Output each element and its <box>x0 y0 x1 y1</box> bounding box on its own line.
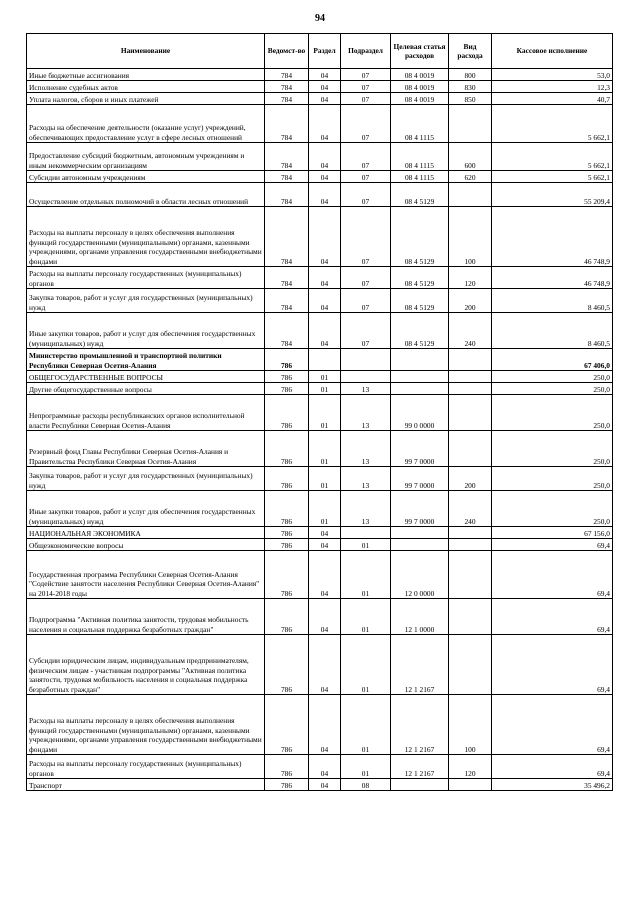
row-amount: 69,4 <box>492 635 613 695</box>
row-name: Исполнение судебных актов <box>27 81 265 93</box>
table-row <box>27 431 613 467</box>
row-dept: 784 <box>265 183 309 207</box>
row-type: 620 <box>449 171 492 183</box>
row-section: 04 <box>309 143 341 171</box>
row-name: Расходы на выплаты персоналу в целях обеспечения выполнения функций государственными (муниципальными) органами, казенными учреждениями, органами управления государственными внебюджетными фондами <box>27 695 265 755</box>
row-amount: 8 460,5 <box>492 313 613 349</box>
row-amount: 5 662,1 <box>492 143 613 171</box>
row-dept: 784 <box>265 289 309 313</box>
row-subsection: 13 <box>341 395 391 431</box>
row-name: ОБЩЕГОСУДАРСТВЕННЫЕ ВОПРОСЫ <box>27 371 265 383</box>
row-section: 01 <box>309 371 341 383</box>
header-type: Вид расхода <box>449 34 492 69</box>
row-dept: 786 <box>265 383 309 395</box>
table-row <box>27 491 613 527</box>
row-subsection: 07 <box>341 69 391 81</box>
row-target: 08 4 0019 <box>391 93 449 105</box>
row-type <box>449 105 492 143</box>
table-row <box>27 551 613 599</box>
row-type <box>449 551 492 599</box>
row-section: 04 <box>309 527 341 539</box>
table-row <box>27 635 613 695</box>
header-target: Целевая статья расходов <box>391 34 449 69</box>
row-type: 100 <box>449 207 492 267</box>
table-row <box>27 779 613 791</box>
row-amount: 69,4 <box>492 599 613 635</box>
row-subsection: 01 <box>341 635 391 695</box>
row-name: Резервный фонд Главы Республики Северная Осетия-Алания и Правительства Республики Северная Осетия-Алания <box>27 431 265 467</box>
row-dept: 784 <box>265 105 309 143</box>
row-subsection: 13 <box>341 383 391 395</box>
row-subsection: 07 <box>341 81 391 93</box>
row-target: 12 1 2167 <box>391 695 449 755</box>
row-name: Иные бюджетные ассигнования <box>27 69 265 81</box>
row-subsection: 07 <box>341 171 391 183</box>
row-section: 04 <box>309 599 341 635</box>
row-dept: 786 <box>265 599 309 635</box>
row-name: Иные закупки товаров, работ и услуг для обеспечения государственных (муниципальных) нужд <box>27 313 265 349</box>
row-target: 99 7 0000 <box>391 491 449 527</box>
row-subsection: 08 <box>341 779 391 791</box>
row-name: Закупка товаров, работ и услуг для государственных (муниципальных) нужд <box>27 289 265 313</box>
table-row <box>27 695 613 755</box>
row-section: 01 <box>309 383 341 395</box>
row-dept: 786 <box>265 635 309 695</box>
table-row <box>27 539 613 551</box>
header-dept: Ведомст-во <box>265 34 309 69</box>
row-section: 04 <box>309 313 341 349</box>
table-row <box>27 755 613 779</box>
row-section: 04 <box>309 69 341 81</box>
row-amount: 40,7 <box>492 93 613 105</box>
row-type <box>449 779 492 791</box>
row-dept: 784 <box>265 69 309 81</box>
row-type <box>449 539 492 551</box>
row-type <box>449 183 492 207</box>
row-section: 04 <box>309 105 341 143</box>
row-dept: 786 <box>265 431 309 467</box>
row-type <box>449 527 492 539</box>
row-type: 600 <box>449 143 492 171</box>
row-subsection: 01 <box>341 599 391 635</box>
row-amount: 46 748,9 <box>492 207 613 267</box>
row-type: 830 <box>449 81 492 93</box>
row-subsection: 07 <box>341 105 391 143</box>
row-dept: 786 <box>265 695 309 755</box>
row-section: 04 <box>309 81 341 93</box>
row-dept: 786 <box>265 491 309 527</box>
table-row <box>27 395 613 431</box>
header-section: Раздел <box>309 34 341 69</box>
table-row <box>27 81 613 93</box>
table-row <box>27 527 613 539</box>
row-name: НАЦИОНАЛЬНАЯ ЭКОНОМИКА <box>27 527 265 539</box>
table-row <box>27 267 613 289</box>
table-row <box>27 289 613 313</box>
row-subsection: 07 <box>341 289 391 313</box>
row-name: Расходы на выплаты персоналу государственных (муниципальных) органов <box>27 267 265 289</box>
row-section: 04 <box>309 755 341 779</box>
table-row <box>27 93 613 105</box>
table-row <box>27 105 613 143</box>
row-dept: 784 <box>265 93 309 105</box>
row-section: 04 <box>309 289 341 313</box>
row-dept: 784 <box>265 313 309 349</box>
row-name: Субсидии автономным учреждениям <box>27 171 265 183</box>
table-row <box>27 207 613 267</box>
row-amount: 250,0 <box>492 383 613 395</box>
row-subsection: 13 <box>341 431 391 467</box>
row-amount: 69,4 <box>492 539 613 551</box>
row-name: Закупка товаров, работ и услуг для государственных (муниципальных) нужд <box>27 467 265 491</box>
row-amount: 250,0 <box>492 431 613 467</box>
row-target: 12 1 2167 <box>391 755 449 779</box>
row-subsection: 01 <box>341 755 391 779</box>
table-row <box>27 171 613 183</box>
table-body <box>27 69 613 791</box>
row-section: 04 <box>309 183 341 207</box>
row-name: Субсидии юридическим лицам, индивидуальным предпринимателям, физическим лицам - участникам подпрограммы "Активная политика занятости, трудовая мобильность населения и социальная поддержка безработных граждан" <box>27 635 265 695</box>
row-type <box>449 395 492 431</box>
row-section: 01 <box>309 431 341 467</box>
table-row <box>27 349 613 371</box>
row-type: 100 <box>449 695 492 755</box>
row-target: 12 1 0000 <box>391 599 449 635</box>
row-name: Подпрограмма "Активная политика занятости, трудовая мобильность населения и социальная поддержка безработных граждан" <box>27 599 265 635</box>
row-dept: 784 <box>265 207 309 267</box>
row-dept: 786 <box>265 395 309 431</box>
row-target: 99 7 0000 <box>391 467 449 491</box>
row-type: 850 <box>449 93 492 105</box>
table-row <box>27 383 613 395</box>
row-target: 99 7 0000 <box>391 431 449 467</box>
row-target: 08 4 5129 <box>391 183 449 207</box>
row-type <box>449 599 492 635</box>
row-section: 04 <box>309 635 341 695</box>
row-target <box>391 539 449 551</box>
row-type: 240 <box>449 491 492 527</box>
row-dept: 784 <box>265 171 309 183</box>
row-target: 08 4 1115 <box>391 171 449 183</box>
row-section: 01 <box>309 467 341 491</box>
row-name: Расходы на выплаты персоналу государственных (муниципальных) органов <box>27 755 265 779</box>
row-amount: 5 662,1 <box>492 171 613 183</box>
row-type <box>449 431 492 467</box>
row-dept: 786 <box>265 371 309 383</box>
row-target <box>391 371 449 383</box>
row-section: 01 <box>309 395 341 431</box>
row-section <box>309 349 341 371</box>
row-type <box>449 635 492 695</box>
row-subsection: 07 <box>341 93 391 105</box>
header-subsection: Подраздел <box>341 34 391 69</box>
row-amount: 250,0 <box>492 491 613 527</box>
header-name: Наименование <box>27 34 265 69</box>
row-amount: 250,0 <box>492 371 613 383</box>
row-dept: 786 <box>265 755 309 779</box>
row-target: 08 4 5129 <box>391 267 449 289</box>
row-dept: 786 <box>265 779 309 791</box>
row-subsection: 13 <box>341 467 391 491</box>
row-amount: 12,3 <box>492 81 613 93</box>
row-dept: 786 <box>265 349 309 371</box>
row-name: Непрограммные расходы республиканских органов исполнительной власти Республики Северная Осетия-Алания <box>27 395 265 431</box>
row-dept: 786 <box>265 527 309 539</box>
row-name: Транспорт <box>27 779 265 791</box>
row-amount: 250,0 <box>492 467 613 491</box>
row-target: 08 4 5129 <box>391 207 449 267</box>
row-target: 12 1 2167 <box>391 635 449 695</box>
row-name: Иные закупки товаров, работ и услуг для обеспечения государственных (муниципальных) нужд <box>27 491 265 527</box>
row-type <box>449 383 492 395</box>
row-subsection: 07 <box>341 207 391 267</box>
row-target: 08 4 5129 <box>391 313 449 349</box>
row-amount: 69,4 <box>492 695 613 755</box>
row-section: 04 <box>309 93 341 105</box>
row-target <box>391 383 449 395</box>
row-subsection: 01 <box>341 695 391 755</box>
row-subsection: 01 <box>341 539 391 551</box>
row-target: 08 4 0019 <box>391 81 449 93</box>
row-amount: 35 496,2 <box>492 779 613 791</box>
row-target: 08 4 0019 <box>391 69 449 81</box>
row-type: 200 <box>449 289 492 313</box>
row-target <box>391 527 449 539</box>
row-dept: 786 <box>265 467 309 491</box>
page-number: 94 <box>315 13 325 24</box>
row-section: 04 <box>309 267 341 289</box>
row-subsection: 07 <box>341 267 391 289</box>
row-target: 08 4 1115 <box>391 105 449 143</box>
row-target: 99 0 0000 <box>391 395 449 431</box>
row-dept: 784 <box>265 81 309 93</box>
row-type: 800 <box>449 69 492 81</box>
table-row <box>27 313 613 349</box>
row-target: 12 0 0000 <box>391 551 449 599</box>
table-row <box>27 69 613 81</box>
row-amount: 67 156,0 <box>492 527 613 539</box>
row-dept: 786 <box>265 539 309 551</box>
row-type: 120 <box>449 755 492 779</box>
row-target <box>391 779 449 791</box>
table-row <box>27 467 613 491</box>
row-amount: 69,4 <box>492 755 613 779</box>
table-header-row <box>27 34 613 69</box>
row-dept: 784 <box>265 143 309 171</box>
row-amount: 53,0 <box>492 69 613 81</box>
row-section: 01 <box>309 491 341 527</box>
row-section: 04 <box>309 551 341 599</box>
row-type <box>449 371 492 383</box>
row-subsection <box>341 371 391 383</box>
row-type: 120 <box>449 267 492 289</box>
row-type: 200 <box>449 467 492 491</box>
table-row <box>27 183 613 207</box>
budget-execution-table <box>26 33 613 791</box>
row-amount: 5 662,1 <box>492 105 613 143</box>
row-name: Другие общегосударственные вопросы <box>27 383 265 395</box>
row-name: Предоставление субсидий бюджетным, автономным учреждениям и иным некоммерческим организациям <box>27 143 265 171</box>
row-amount: 46 748,9 <box>492 267 613 289</box>
row-name: Уплата налогов, сборов и иных платежей <box>27 93 265 105</box>
row-name: Общеэкономические вопросы <box>27 539 265 551</box>
row-target <box>391 349 449 371</box>
row-name: Расходы на обеспечение деятельности (оказание услуг) учреждений, обеспечивающих предоставление услуг в сфере лесных отношений <box>27 105 265 143</box>
row-target: 08 4 1115 <box>391 143 449 171</box>
row-name: Осуществление отдельных полномочий в области лесных отношений <box>27 183 265 207</box>
row-type <box>449 349 492 371</box>
row-subsection: 13 <box>341 491 391 527</box>
table-row <box>27 599 613 635</box>
row-section: 04 <box>309 171 341 183</box>
row-target: 08 4 5129 <box>391 289 449 313</box>
row-amount: 67 406,0 <box>492 349 613 371</box>
row-subsection <box>341 527 391 539</box>
table-row <box>27 371 613 383</box>
row-subsection: 01 <box>341 551 391 599</box>
row-subsection <box>341 349 391 371</box>
row-dept: 786 <box>265 551 309 599</box>
row-type: 240 <box>449 313 492 349</box>
row-amount: 250,0 <box>492 395 613 431</box>
row-amount: 8 460,5 <box>492 289 613 313</box>
row-name: Министерство промышленной и транспортной политики Республики Северная Осетия-Алания <box>27 349 265 371</box>
row-section: 04 <box>309 779 341 791</box>
row-amount: 69,4 <box>492 551 613 599</box>
row-subsection: 07 <box>341 143 391 171</box>
row-subsection: 07 <box>341 313 391 349</box>
row-amount: 55 209,4 <box>492 183 613 207</box>
row-section: 04 <box>309 539 341 551</box>
row-dept: 784 <box>265 267 309 289</box>
row-subsection: 07 <box>341 183 391 207</box>
row-name: Расходы на выплаты персоналу в целях обеспечения выполнения функций государственными (муниципальными) органами, казенными учреждениями, органами управления государственными внебюджетными фондами <box>27 207 265 267</box>
table-row <box>27 143 613 171</box>
row-name: Государственная программа Республики Северная Осетия-Алания "Содействие занятости населения Республики Северная Осетия-Алания" на 2014-2018 годы <box>27 551 265 599</box>
row-section: 04 <box>309 207 341 267</box>
row-section: 04 <box>309 695 341 755</box>
header-amount: Кассовое исполнение <box>492 34 613 69</box>
